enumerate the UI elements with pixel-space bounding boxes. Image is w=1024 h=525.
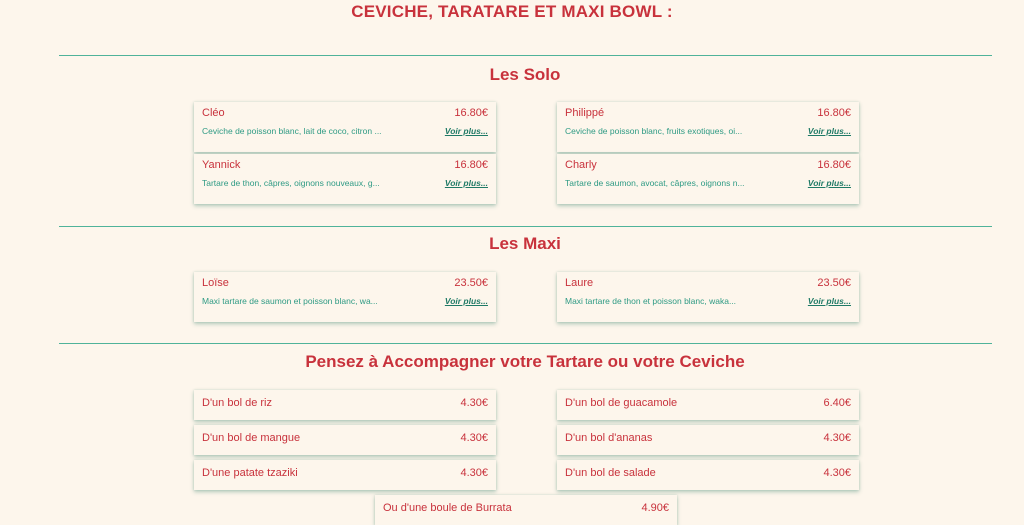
see-more-link[interactable]: Voir plus... (807, 178, 851, 188)
item-name: D'un bol d'ananas (565, 432, 653, 444)
item-description: Tartare de thon, câpres, oignons nouveaux, g... (202, 178, 380, 188)
item-name: Ou d'une boule de Burrata (383, 502, 512, 514)
side-item-card[interactable] (194, 460, 496, 490)
menu-item-card[interactable] (557, 272, 859, 322)
section-title-solo: Les Solo (489, 65, 561, 84)
item-price: 23.50€ (454, 277, 488, 289)
item-price: 6.40€ (823, 397, 851, 409)
menu-item-card[interactable] (557, 102, 859, 152)
side-item-card[interactable] (557, 460, 859, 490)
side-item-card[interactable] (557, 425, 859, 455)
divider (59, 226, 992, 227)
item-price: 16.80€ (454, 159, 488, 171)
item-name: D'un bol de guacamole (565, 397, 678, 409)
side-item-card[interactable] (557, 390, 859, 420)
item-name: D'une patate tzaziki (202, 467, 298, 479)
item-name: D'un bol de mangue (202, 432, 301, 444)
section-title-maxi: Les Maxi (489, 234, 561, 253)
see-more-link[interactable]: Voir plus... (444, 178, 488, 188)
item-description: Maxi tartare de thon et poisson blanc, waka... (565, 296, 737, 306)
menu-item-card[interactable] (194, 102, 496, 152)
see-more-link[interactable]: Voir plus... (807, 296, 851, 306)
side-item-card[interactable] (375, 495, 677, 525)
see-more-link[interactable]: Voir plus... (444, 126, 488, 136)
item-description: Ceviche de poisson blanc, fruits exotiques, oi... (565, 126, 743, 136)
item-name: D'un bol de riz (202, 397, 272, 409)
item-price: 4.30€ (460, 467, 488, 479)
item-price: 4.30€ (823, 432, 851, 444)
divider (59, 55, 992, 56)
item-price: 23.50€ (817, 277, 851, 289)
item-price: 4.30€ (460, 397, 488, 409)
item-name: Yannick (202, 159, 241, 171)
item-price: 16.80€ (454, 107, 488, 119)
section-title-sides: Pensez à Accompagner votre Tartare ou votre Ceviche (305, 352, 745, 371)
item-price: 16.80€ (817, 159, 851, 171)
item-name: Loïse (202, 277, 229, 289)
item-description: Maxi tartare de saumon et poisson blanc, wa... (202, 296, 378, 306)
item-price: 16.80€ (817, 107, 851, 119)
side-item-card[interactable] (194, 425, 496, 455)
item-price: 4.90€ (641, 502, 669, 514)
item-price: 4.30€ (823, 467, 851, 479)
item-name: D'un bol de salade (565, 467, 656, 479)
menu-item-card[interactable] (557, 154, 859, 204)
see-more-link[interactable]: Voir plus... (444, 296, 488, 306)
page-title: CEVICHE, TARATARE ET MAXI BOWL : (351, 2, 673, 21)
menu-item-card[interactable] (194, 154, 496, 204)
see-more-link[interactable]: Voir plus... (807, 126, 851, 136)
item-description: Ceviche de poisson blanc, lait de coco, citron ... (202, 126, 382, 136)
item-name: Cléo (202, 107, 225, 119)
item-name: Charly (565, 159, 597, 171)
menu-item-card[interactable] (194, 272, 496, 322)
side-item-card[interactable] (194, 390, 496, 420)
item-name: Laure (565, 277, 594, 289)
item-name: Philippé (565, 107, 605, 119)
divider (59, 343, 992, 344)
item-description: Tartare de saumon, avocat, câpres, oignons n... (565, 178, 745, 188)
item-price: 4.30€ (460, 432, 488, 444)
